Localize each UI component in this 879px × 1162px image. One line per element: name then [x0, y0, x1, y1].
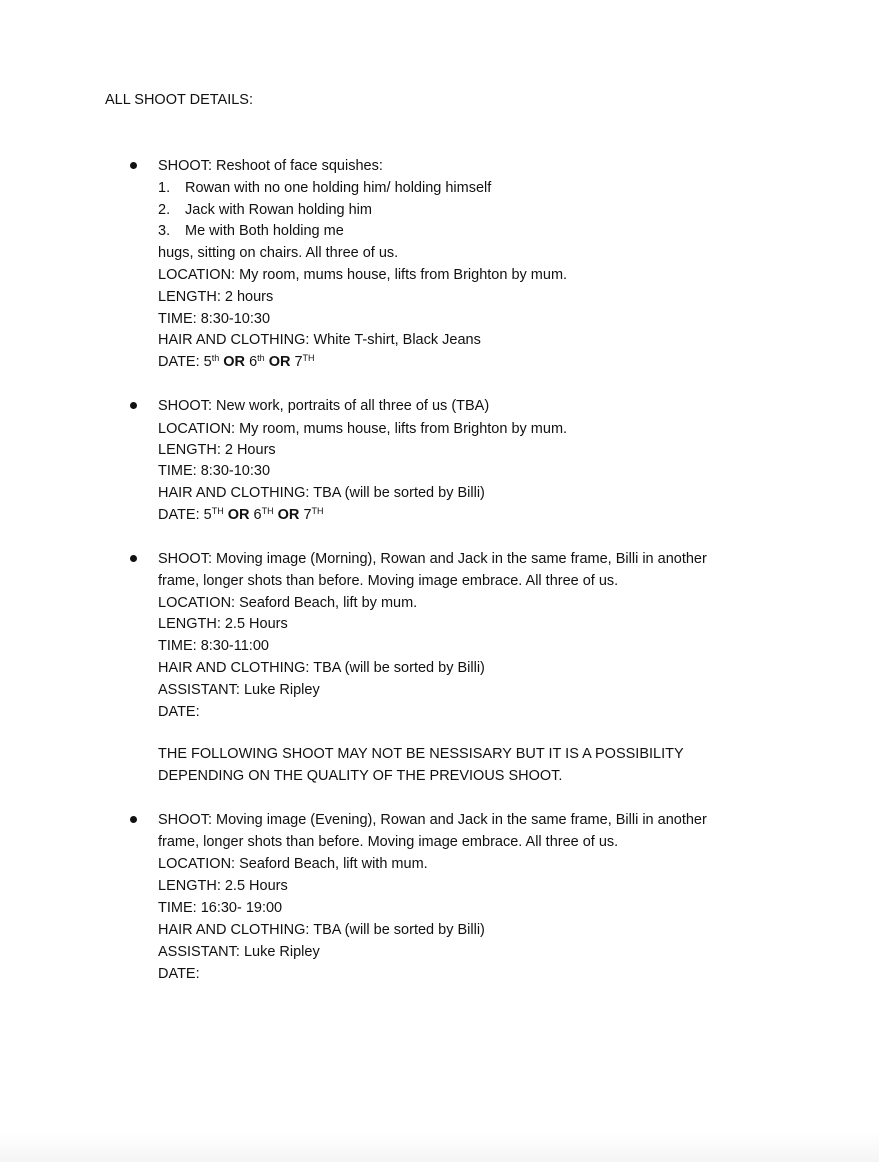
note-line-1: THE FOLLOWING SHOOT MAY NOT BE NESSISARY BUT IT IS A POSSIBILITY [158, 746, 684, 762]
shoot-1-list-item-2 [158, 201, 372, 219]
date-label: DATE: [158, 507, 204, 523]
list-text: Jack with Rowan holding him [185, 202, 372, 218]
list-number: 1. [158, 180, 171, 196]
shoot-4-time: TIME: 16:30- 19:00 [158, 900, 283, 916]
date-suffix: TH [211, 506, 224, 516]
shoot-4-length: LENGTH: 2.5 Hours [158, 878, 288, 894]
list-number: 3. [158, 223, 171, 239]
shoot-1-length: LENGTH: 2 hours [158, 289, 274, 305]
shoot-1-title: SHOOT: Reshoot of face squishes: [158, 158, 383, 174]
shoot-2-date [158, 506, 324, 524]
shoot-2-time: TIME: 8:30-10:30 [158, 463, 271, 479]
shoot-1-hair-clothing: HAIR AND CLOTHING: White T-shirt, Black Jeans [158, 332, 481, 348]
bullet-icon [130, 816, 137, 823]
shoot-1-location: LOCATION: My room, mums house, lifts from Brighton by mum. [158, 267, 568, 283]
shoot-4-assistant: ASSISTANT: Luke Ripley [158, 944, 320, 960]
date-day: 6 [253, 507, 262, 523]
shoot-2-hair-clothing: HAIR AND CLOTHING: TBA (will be sorted by Billi) [158, 485, 485, 501]
date-or: OR [277, 507, 300, 523]
list-text: Rowan with no one holding him/ holding himself [185, 180, 492, 196]
date-suffix: th [257, 353, 265, 363]
shoot-2-location: LOCATION: My room, mums house, lifts from Brighton by mum. [158, 421, 568, 437]
date-suffix: TH [261, 506, 274, 516]
shoot-2-title: SHOOT: New work, portraits of all three of us (TBA) [158, 398, 490, 414]
shoot-3-assistant: ASSISTANT: Luke Ripley [158, 682, 320, 698]
shoot-3-title-line-2: frame, longer shots than before. Moving image embrace. All three of us. [158, 573, 619, 589]
date-day: 7 [303, 507, 312, 523]
date-day: 5 [203, 507, 212, 523]
shoot-4-title-line-2: frame, longer shots than before. Moving image embrace. All three of us. [158, 834, 619, 850]
shoot-3-title-line-1: SHOOT: Moving image (Morning), Rowan and Jack in the same frame, Billi in another [158, 551, 707, 567]
bullet-icon [130, 162, 137, 169]
page-bottom-shadow [0, 1132, 879, 1162]
shoot-1-list-item-1 [158, 179, 491, 197]
shoot-2-length: LENGTH: 2 Hours [158, 442, 276, 458]
shoot-4-location: LOCATION: Seaford Beach, lift with mum. [158, 856, 428, 872]
document-heading: ALL SHOOT DETAILS: [105, 92, 254, 108]
date-day: 6 [249, 354, 258, 370]
shoot-3-length: LENGTH: 2.5 Hours [158, 616, 288, 632]
bullet-icon [130, 555, 137, 562]
list-number: 2. [158, 202, 171, 218]
bullet-icon [130, 402, 137, 409]
date-or: OR [227, 507, 250, 523]
shoot-1-date [158, 353, 315, 371]
shoot-4-date: DATE: [158, 966, 200, 982]
shoot-4-title-line-1: SHOOT: Moving image (Evening), Rowan and Jack in the same frame, Billi in another [158, 812, 707, 828]
date-day: 7 [294, 354, 303, 370]
shoot-3-date: DATE: [158, 704, 200, 720]
note-line-2: DEPENDING ON THE QUALITY OF THE PREVIOUS SHOOT. [158, 768, 563, 784]
date-or: OR [268, 354, 291, 370]
shoot-1-list-item-3 [158, 222, 344, 240]
date-label: DATE: [158, 354, 204, 370]
date-suffix: TH [311, 506, 324, 516]
shoot-3-hair-clothing: HAIR AND CLOTHING: TBA (will be sorted by Billi) [158, 660, 485, 676]
shoot-3-location: LOCATION: Seaford Beach, lift by mum. [158, 595, 418, 611]
list-text: Me with Both holding me [185, 223, 344, 239]
date-day: 5 [203, 354, 212, 370]
shoot-1-extra: hugs, sitting on chairs. All three of us. [158, 245, 399, 261]
shoot-1-time: TIME: 8:30-10:30 [158, 311, 271, 327]
date-suffix: th [211, 353, 220, 363]
date-suffix: TH [302, 353, 315, 363]
shoot-3-time: TIME: 8:30-11:00 [158, 638, 269, 654]
shoot-4-hair-clothing: HAIR AND CLOTHING: TBA (will be sorted by Billi) [158, 922, 485, 938]
date-or: OR [223, 354, 246, 370]
